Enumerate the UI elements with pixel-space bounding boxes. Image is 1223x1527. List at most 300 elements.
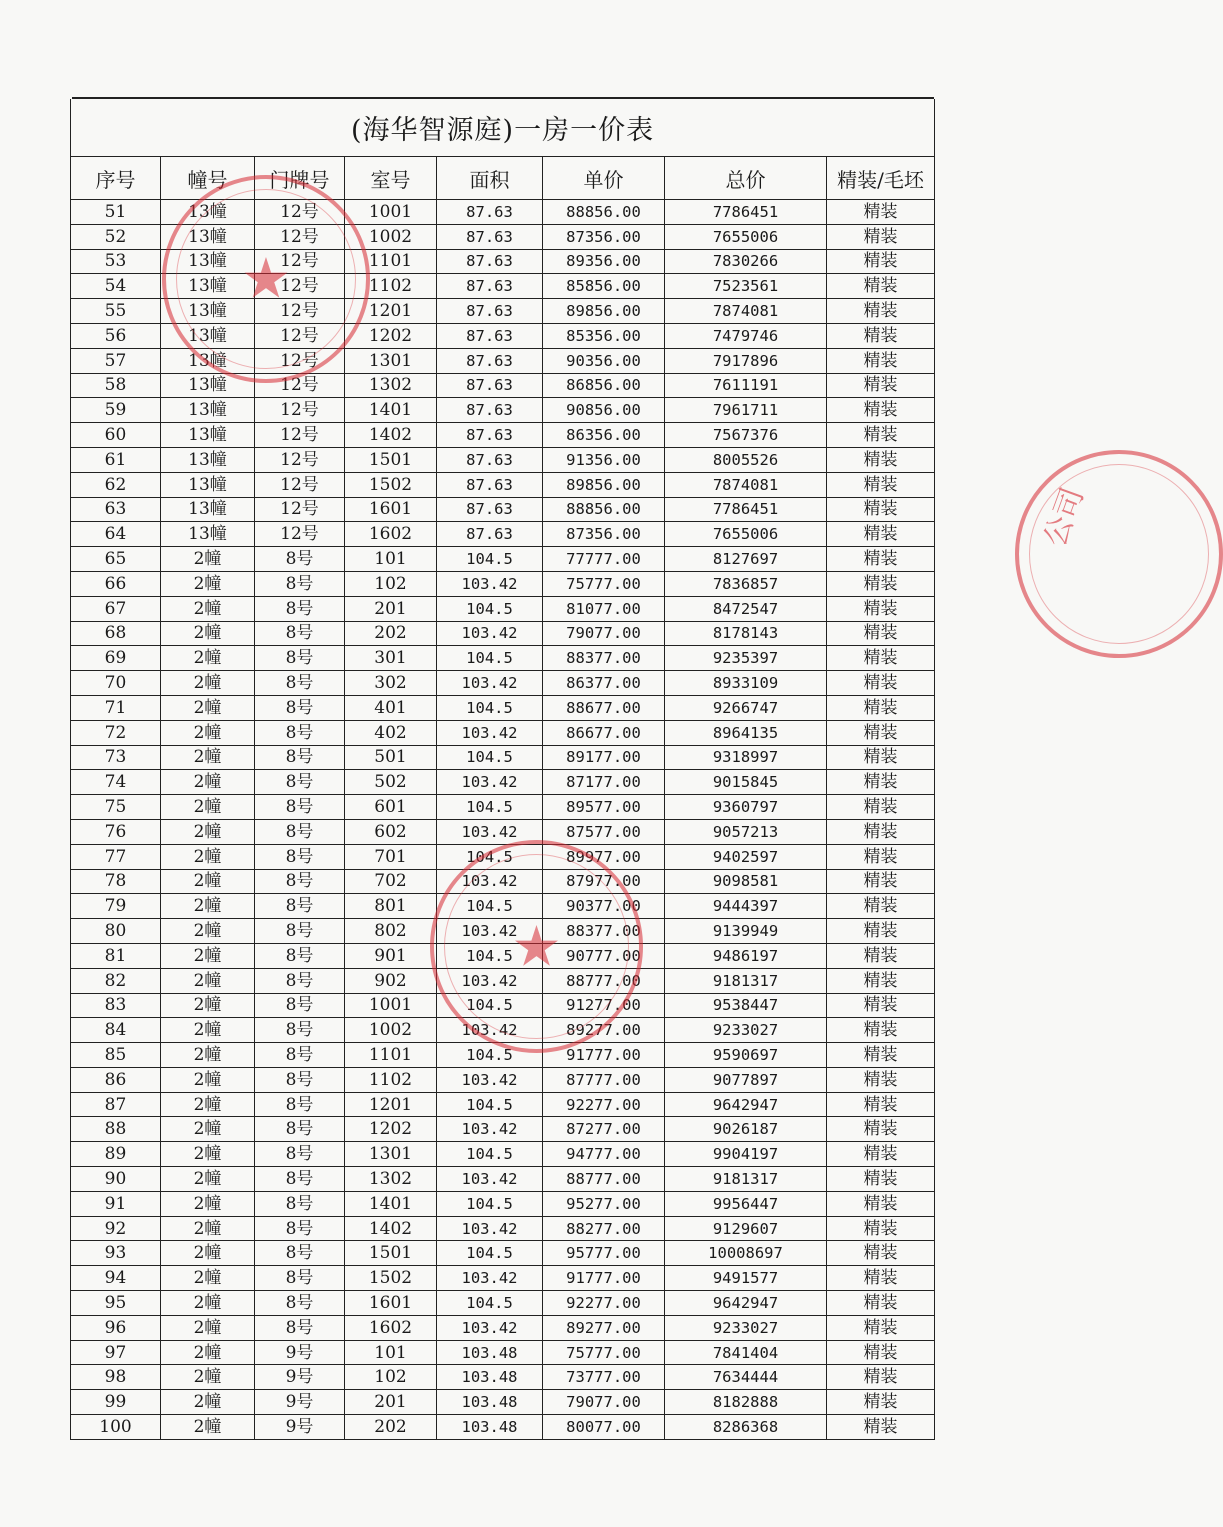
cell-door-number: 8号 [255, 720, 345, 745]
cell-finish: 精装 [827, 1018, 935, 1043]
cell-seq: 71 [71, 695, 161, 720]
cell-building: 2幢 [161, 968, 255, 993]
table-row [71, 299, 935, 324]
cell-door-number: 8号 [255, 869, 345, 894]
cell-finish: 精装 [827, 398, 935, 423]
cell-finish: 精装 [827, 1241, 935, 1266]
cell-room: 1501 [345, 447, 437, 472]
cell-total-price: 8178143 [665, 621, 827, 646]
cell-seq: 77 [71, 844, 161, 869]
cell-building: 13幢 [161, 249, 255, 274]
cell-total-price: 7634444 [665, 1365, 827, 1390]
cell-building: 2幢 [161, 993, 255, 1018]
cell-area: 103.42 [437, 1167, 543, 1192]
cell-building: 2幢 [161, 745, 255, 770]
cell-seq: 74 [71, 770, 161, 795]
cell-seq: 56 [71, 323, 161, 348]
cell-room: 1202 [345, 1117, 437, 1142]
cell-area: 104.5 [437, 596, 543, 621]
cell-finish: 精装 [827, 695, 935, 720]
cell-door-number: 12号 [255, 472, 345, 497]
cell-room: 1201 [345, 299, 437, 324]
cell-seq: 79 [71, 894, 161, 919]
cell-area: 103.42 [437, 1266, 543, 1291]
cell-seq: 81 [71, 943, 161, 968]
cell-door-number: 8号 [255, 844, 345, 869]
cell-building: 13幢 [161, 423, 255, 448]
cell-door-number: 8号 [255, 1092, 345, 1117]
cell-total-price: 7874081 [665, 472, 827, 497]
table-row [71, 1092, 935, 1117]
cell-building: 13幢 [161, 274, 255, 299]
cell-total-price: 7830266 [665, 249, 827, 274]
cell-total-price: 9642947 [665, 1092, 827, 1117]
cell-room: 802 [345, 919, 437, 944]
cell-area: 104.5 [437, 894, 543, 919]
cell-seq: 67 [71, 596, 161, 621]
cell-area: 103.48 [437, 1365, 543, 1390]
cell-seq: 69 [71, 646, 161, 671]
cell-building: 2幢 [161, 1390, 255, 1415]
cell-area: 103.42 [437, 1018, 543, 1043]
table-row [71, 819, 935, 844]
cell-room: 1602 [345, 522, 437, 547]
cell-room: 1401 [345, 398, 437, 423]
cell-unit-price: 92277.00 [543, 1291, 665, 1316]
cell-total-price: 9015845 [665, 770, 827, 795]
cell-unit-price: 85856.00 [543, 274, 665, 299]
cell-building: 2幢 [161, 1067, 255, 1092]
cell-area: 103.42 [437, 1315, 543, 1340]
cell-seq: 91 [71, 1191, 161, 1216]
cell-door-number: 8号 [255, 745, 345, 770]
cell-door-number: 9号 [255, 1390, 345, 1415]
cell-area: 87.63 [437, 348, 543, 373]
cell-total-price: 9057213 [665, 819, 827, 844]
cell-building: 13幢 [161, 497, 255, 522]
cell-building: 2幢 [161, 1117, 255, 1142]
table-row [71, 522, 935, 547]
table-row [71, 1191, 935, 1216]
table-row [71, 770, 935, 795]
cell-area: 103.42 [437, 968, 543, 993]
cell-seq: 85 [71, 1043, 161, 1068]
cell-building: 2幢 [161, 720, 255, 745]
cell-room: 101 [345, 1340, 437, 1365]
table-row [71, 348, 935, 373]
cell-seq: 78 [71, 869, 161, 894]
cell-total-price: 7567376 [665, 423, 827, 448]
cell-seq: 54 [71, 274, 161, 299]
cell-total-price: 9904197 [665, 1142, 827, 1167]
cell-seq: 52 [71, 224, 161, 249]
header-door-number: 门牌号 [255, 157, 345, 200]
cell-room: 801 [345, 894, 437, 919]
cell-finish: 精装 [827, 869, 935, 894]
cell-area: 104.5 [437, 844, 543, 869]
cell-finish: 精装 [827, 1092, 935, 1117]
cell-total-price: 9098581 [665, 869, 827, 894]
cell-room: 201 [345, 1390, 437, 1415]
cell-unit-price: 88277.00 [543, 1216, 665, 1241]
cell-room: 102 [345, 1365, 437, 1390]
cell-area: 103.42 [437, 919, 543, 944]
cell-door-number: 9号 [255, 1340, 345, 1365]
cell-finish: 精装 [827, 522, 935, 547]
cell-seq: 88 [71, 1117, 161, 1142]
cell-area: 87.63 [437, 323, 543, 348]
cell-finish: 精装 [827, 1390, 935, 1415]
cell-total-price: 7611191 [665, 373, 827, 398]
cell-seq: 99 [71, 1390, 161, 1415]
cell-area: 87.63 [437, 274, 543, 299]
table-row [71, 720, 935, 745]
cell-area: 87.63 [437, 497, 543, 522]
cell-door-number: 8号 [255, 919, 345, 944]
cell-finish: 精装 [827, 770, 935, 795]
cell-unit-price: 89277.00 [543, 1018, 665, 1043]
table-row [71, 1315, 935, 1340]
cell-total-price: 9642947 [665, 1291, 827, 1316]
cell-total-price: 7655006 [665, 522, 827, 547]
cell-building: 13幢 [161, 398, 255, 423]
cell-area: 87.63 [437, 373, 543, 398]
table-row [71, 1340, 935, 1365]
cell-door-number: 8号 [255, 547, 345, 572]
cell-building: 2幢 [161, 596, 255, 621]
cell-area: 104.5 [437, 1043, 543, 1068]
table-row [71, 1117, 935, 1142]
cell-door-number: 8号 [255, 795, 345, 820]
cell-seq: 59 [71, 398, 161, 423]
cell-finish: 精装 [827, 1067, 935, 1092]
seal-star-icon: ★ [240, 246, 292, 312]
table-row [71, 200, 935, 225]
cell-area: 103.42 [437, 1117, 543, 1142]
cell-building: 2幢 [161, 547, 255, 572]
cell-building: 2幢 [161, 1365, 255, 1390]
cell-unit-price: 90377.00 [543, 894, 665, 919]
table-row [71, 844, 935, 869]
cell-door-number: 8号 [255, 571, 345, 596]
cell-finish: 精装 [827, 423, 935, 448]
cell-seq: 66 [71, 571, 161, 596]
cell-area: 103.42 [437, 770, 543, 795]
header-unit-price: 单价 [543, 157, 665, 200]
cell-unit-price: 87277.00 [543, 1117, 665, 1142]
cell-area: 103.42 [437, 1067, 543, 1092]
cell-finish: 精装 [827, 200, 935, 225]
table-row [71, 571, 935, 596]
cell-area: 104.5 [437, 993, 543, 1018]
cell-total-price: 8182888 [665, 1390, 827, 1415]
cell-finish: 精装 [827, 472, 935, 497]
cell-door-number: 8号 [255, 943, 345, 968]
cell-building: 13幢 [161, 522, 255, 547]
cell-total-price: 9026187 [665, 1117, 827, 1142]
cell-seq: 98 [71, 1365, 161, 1390]
cell-seq: 83 [71, 993, 161, 1018]
cell-unit-price: 88777.00 [543, 1167, 665, 1192]
table-row [71, 1067, 935, 1092]
cell-seq: 76 [71, 819, 161, 844]
cell-finish: 精装 [827, 720, 935, 745]
cell-building: 2幢 [161, 671, 255, 696]
cell-door-number: 8号 [255, 1216, 345, 1241]
table-row [71, 1142, 935, 1167]
edge-seal-stamp [1015, 450, 1223, 658]
cell-total-price: 7786451 [665, 497, 827, 522]
cell-room: 102 [345, 571, 437, 596]
cell-seq: 55 [71, 299, 161, 324]
cell-building: 2幢 [161, 1043, 255, 1068]
cell-building: 2幢 [161, 869, 255, 894]
cell-unit-price: 91777.00 [543, 1266, 665, 1291]
cell-seq: 92 [71, 1216, 161, 1241]
cell-room: 1402 [345, 1216, 437, 1241]
cell-room: 1001 [345, 993, 437, 1018]
table-row [71, 993, 935, 1018]
cell-finish: 精装 [827, 894, 935, 919]
table-row [71, 1291, 935, 1316]
cell-unit-price: 90777.00 [543, 943, 665, 968]
cell-building: 2幢 [161, 894, 255, 919]
cell-finish: 精装 [827, 1266, 935, 1291]
cell-unit-price: 87356.00 [543, 522, 665, 547]
cell-seq: 68 [71, 621, 161, 646]
header-area: 面积 [437, 157, 543, 200]
table-row [71, 646, 935, 671]
cell-finish: 精装 [827, 497, 935, 522]
cell-total-price: 8286368 [665, 1415, 827, 1440]
table-row [71, 224, 935, 249]
cell-room: 1202 [345, 323, 437, 348]
header-row [71, 157, 935, 200]
cell-room: 901 [345, 943, 437, 968]
table-row [71, 447, 935, 472]
cell-building: 2幢 [161, 1018, 255, 1043]
cell-finish: 精装 [827, 844, 935, 869]
cell-total-price: 7917896 [665, 348, 827, 373]
cell-unit-price: 89277.00 [543, 1315, 665, 1340]
cell-door-number: 12号 [255, 398, 345, 423]
cell-total-price: 9402597 [665, 844, 827, 869]
table-row [71, 968, 935, 993]
cell-building: 2幢 [161, 795, 255, 820]
cell-building: 13幢 [161, 323, 255, 348]
cell-room: 401 [345, 695, 437, 720]
table-row [71, 423, 935, 448]
cell-building: 2幢 [161, 1092, 255, 1117]
cell-unit-price: 77777.00 [543, 547, 665, 572]
cell-finish: 精装 [827, 274, 935, 299]
cell-door-number: 12号 [255, 423, 345, 448]
cell-door-number: 8号 [255, 695, 345, 720]
cell-room: 1102 [345, 1067, 437, 1092]
cell-unit-price: 91277.00 [543, 993, 665, 1018]
cell-building: 2幢 [161, 1241, 255, 1266]
table-row [71, 249, 935, 274]
cell-door-number: 8号 [255, 1043, 345, 1068]
cell-seq: 70 [71, 671, 161, 696]
cell-seq: 95 [71, 1291, 161, 1316]
cell-unit-price: 91356.00 [543, 447, 665, 472]
cell-total-price: 8933109 [665, 671, 827, 696]
cell-unit-price: 86677.00 [543, 720, 665, 745]
cell-door-number: 12号 [255, 373, 345, 398]
cell-unit-price: 81077.00 [543, 596, 665, 621]
cell-total-price: 9444397 [665, 894, 827, 919]
table-body [71, 200, 935, 1440]
cell-finish: 精装 [827, 249, 935, 274]
cell-seq: 87 [71, 1092, 161, 1117]
table-row [71, 1216, 935, 1241]
cell-area: 103.42 [437, 1216, 543, 1241]
cell-door-number: 8号 [255, 1241, 345, 1266]
cell-building: 2幢 [161, 844, 255, 869]
cell-unit-price: 92277.00 [543, 1092, 665, 1117]
cell-building: 2幢 [161, 1291, 255, 1316]
cell-room: 601 [345, 795, 437, 820]
cell-total-price: 7841404 [665, 1340, 827, 1365]
cell-finish: 精装 [827, 621, 935, 646]
cell-finish: 精装 [827, 299, 935, 324]
cell-area: 103.42 [437, 720, 543, 745]
table-row [71, 1266, 935, 1291]
cell-seq: 84 [71, 1018, 161, 1043]
cell-room: 701 [345, 844, 437, 869]
cell-finish: 精装 [827, 571, 935, 596]
cell-unit-price: 87177.00 [543, 770, 665, 795]
cell-room: 702 [345, 869, 437, 894]
cell-room: 1302 [345, 373, 437, 398]
header-room: 室号 [345, 157, 437, 200]
table-row [71, 323, 935, 348]
cell-door-number: 8号 [255, 621, 345, 646]
cell-door-number: 12号 [255, 249, 345, 274]
cell-seq: 97 [71, 1340, 161, 1365]
cell-total-price: 7836857 [665, 571, 827, 596]
seal-star-icon: ★ [511, 914, 562, 979]
cell-area: 87.63 [437, 447, 543, 472]
cell-unit-price: 90356.00 [543, 348, 665, 373]
cell-room: 1501 [345, 1241, 437, 1266]
table-row [71, 869, 935, 894]
cell-area: 87.63 [437, 299, 543, 324]
cell-finish: 精装 [827, 1415, 935, 1440]
cell-room: 201 [345, 596, 437, 621]
table-row [71, 1365, 935, 1390]
cell-door-number: 8号 [255, 1191, 345, 1216]
cell-total-price: 9491577 [665, 1266, 827, 1291]
cell-unit-price: 87577.00 [543, 819, 665, 844]
cell-building: 2幢 [161, 919, 255, 944]
cell-seq: 96 [71, 1315, 161, 1340]
cell-total-price: 10008697 [665, 1241, 827, 1266]
cell-finish: 精装 [827, 745, 935, 770]
cell-total-price: 7961711 [665, 398, 827, 423]
cell-door-number: 8号 [255, 1315, 345, 1340]
cell-room: 1601 [345, 497, 437, 522]
cell-finish: 精装 [827, 968, 935, 993]
cell-total-price: 7523561 [665, 274, 827, 299]
table-row [71, 894, 935, 919]
cell-building: 2幢 [161, 621, 255, 646]
table-row [71, 745, 935, 770]
cell-unit-price: 88777.00 [543, 968, 665, 993]
cell-area: 104.5 [437, 547, 543, 572]
cell-finish: 精装 [827, 1340, 935, 1365]
cell-seq: 62 [71, 472, 161, 497]
cell-seq: 72 [71, 720, 161, 745]
cell-door-number: 12号 [255, 274, 345, 299]
cell-room: 1401 [345, 1191, 437, 1216]
cell-building: 13幢 [161, 224, 255, 249]
cell-unit-price: 87356.00 [543, 224, 665, 249]
cell-area: 103.42 [437, 621, 543, 646]
cell-unit-price: 87777.00 [543, 1067, 665, 1092]
cell-building: 2幢 [161, 1340, 255, 1365]
cell-finish: 精装 [827, 323, 935, 348]
cell-building: 13幢 [161, 373, 255, 398]
cell-building: 2幢 [161, 1315, 255, 1340]
price-table [70, 99, 935, 1440]
cell-finish: 精装 [827, 1117, 935, 1142]
cell-door-number: 12号 [255, 447, 345, 472]
cell-area: 87.63 [437, 522, 543, 547]
cell-total-price: 9266747 [665, 695, 827, 720]
cell-room: 1002 [345, 1018, 437, 1043]
table-row [71, 547, 935, 572]
cell-unit-price: 86356.00 [543, 423, 665, 448]
cell-room: 202 [345, 1415, 437, 1440]
cell-area: 87.63 [437, 249, 543, 274]
cell-seq: 80 [71, 919, 161, 944]
cell-building: 13幢 [161, 348, 255, 373]
cell-building: 2幢 [161, 943, 255, 968]
table-row [71, 274, 935, 299]
cell-door-number: 8号 [255, 1067, 345, 1092]
cell-door-number: 8号 [255, 770, 345, 795]
cell-unit-price: 89356.00 [543, 249, 665, 274]
cell-finish: 精装 [827, 993, 935, 1018]
cell-finish: 精装 [827, 596, 935, 621]
cell-total-price: 7786451 [665, 200, 827, 225]
table-row [71, 596, 935, 621]
cell-area: 104.5 [437, 795, 543, 820]
cell-unit-price: 86856.00 [543, 373, 665, 398]
cell-room: 1601 [345, 1291, 437, 1316]
cell-room: 502 [345, 770, 437, 795]
cell-finish: 精装 [827, 373, 935, 398]
cell-door-number: 8号 [255, 1117, 345, 1142]
cell-seq: 93 [71, 1241, 161, 1266]
cell-door-number: 8号 [255, 646, 345, 671]
cell-unit-price: 89577.00 [543, 795, 665, 820]
cell-unit-price: 95277.00 [543, 1191, 665, 1216]
cell-finish: 精装 [827, 819, 935, 844]
cell-total-price: 8005526 [665, 447, 827, 472]
cell-total-price: 9181317 [665, 968, 827, 993]
cell-total-price: 9360797 [665, 795, 827, 820]
cell-unit-price: 88856.00 [543, 200, 665, 225]
cell-total-price: 8472547 [665, 596, 827, 621]
cell-finish: 精装 [827, 1315, 935, 1340]
cell-total-price: 7874081 [665, 299, 827, 324]
cell-total-price: 9235397 [665, 646, 827, 671]
cell-finish: 精装 [827, 1191, 935, 1216]
cell-area: 103.42 [437, 819, 543, 844]
